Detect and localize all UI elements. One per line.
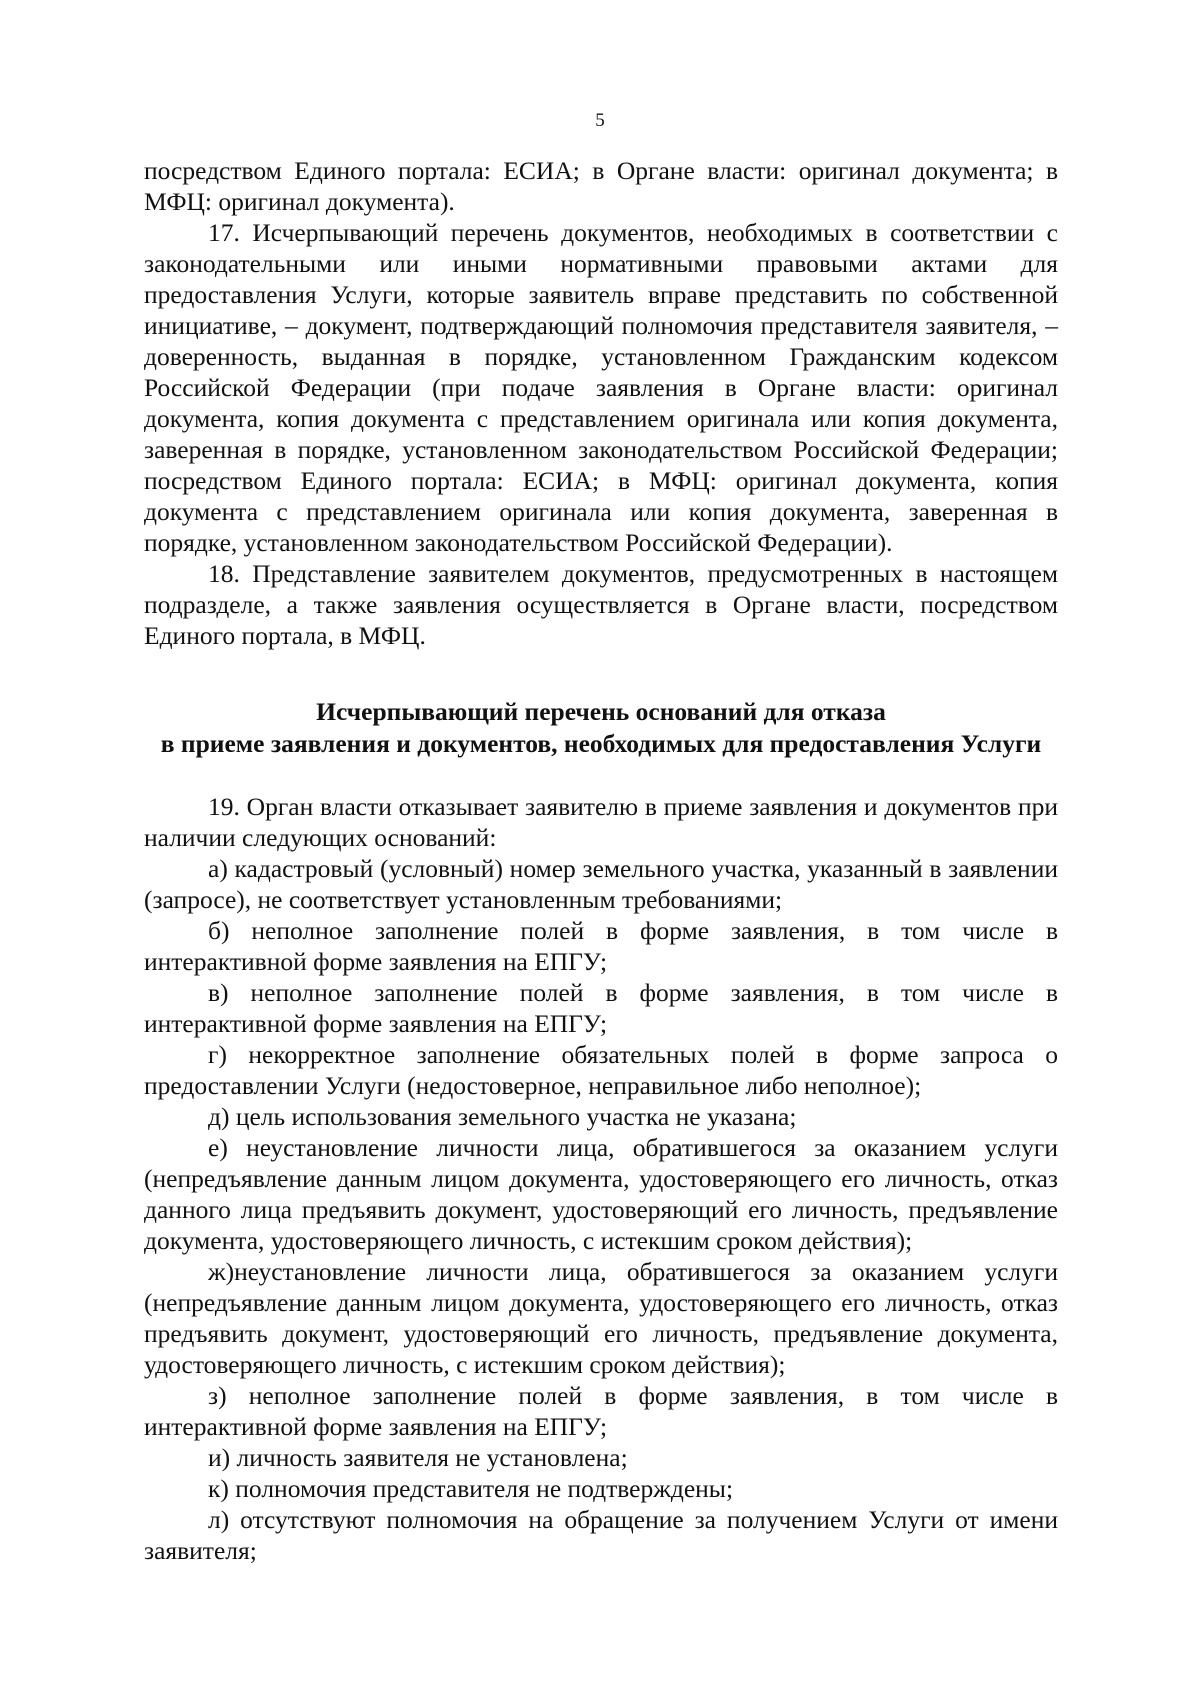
list-item-b: б) неполное заполнение полей в форме заявления, в том числе в интерактивной форме заявления на ЕПГУ;	[144, 916, 1058, 976]
section-heading-line-1: Исчерпывающий перечень оснований для отказа	[316, 697, 886, 726]
list-item-i: и) личность заявителя не установлена;	[208, 1443, 628, 1472]
section-heading-line-2: в приеме заявления и документов, необходимых для предоставления Услуги	[160, 729, 1042, 758]
list-item-e: е) неустановление личности лица, обратившегося за оказанием услуги (непредъявление данным лицом документа, удостоверяющего его личность, отказ данного лица предъявить документ, удостоверяющий его личность, предъявление документа, удостоверяющего личность, с истекшим сроком действия);	[144, 1133, 1058, 1255]
list-item-k: к) полномочия представителя не подтверждены;	[208, 1474, 734, 1503]
page-number: 5	[595, 110, 605, 131]
paragraph-continuation: посредством Единого портала: ЕСИА; в Органе власти: оригинал документа; в МФЦ: оригинал документа).	[144, 156, 1058, 216]
list-item-g: г) некорректное заполнение обязательных полей в форме запроса о предоставлении Услуги (недостоверное, неправильное либо неполное);	[144, 1040, 1058, 1100]
list-item-l: л) отсутствуют полномочия на обращение за получением Услуги от имени заявителя;	[144, 1505, 1058, 1565]
list-item-v: в) неполное заполнение полей в форме заявления, в том числе в интерактивной форме заявления на ЕПГУ;	[144, 978, 1058, 1038]
section-heading	[144, 696, 1058, 760]
paragraph-17: 17. Исчерпывающий перечень документов, необходимых в соответствии с законодательными или иными нормативными правовыми актами для предоставления Услуги, которые заявитель вправе представить по собственной инициативе, – документ, подтверждающий полномочия представителя заявителя, – доверенность, выданная в порядке, установленном Гражданским кодексом Российской Федерации (при подаче заявления в Органе власти: оригинал документа, копия документа с представлением оригинала или копия документа, заверенная в порядке, установленном законодательством Российской Федерации; посредством Единого портала: ЕСИА; в МФЦ: оригинал документа, копия документа с представлением оригинала или копия документа, заверенная в порядке, установленном законодательством Российской Федерации).	[144, 218, 1058, 557]
paragraph-19: 19. Орган власти отказывает заявителю в приеме заявления и документов при наличии следующих оснований:	[144, 792, 1058, 852]
document-body	[144, 155, 1058, 1566]
list-item-d: д) цель использования земельного участка не указана;	[208, 1102, 797, 1131]
list-item-a: а) кадастровый (условный) номер земельного участка, указанный в заявлении (запросе), не соответствует установленным требованиями;	[144, 854, 1058, 914]
list-item-zh: ж)неустановление личности лица, обратившегося за оказанием услуги (непредъявление данным лицом документа, удостоверяющего его личность, отказ предъявить документ, удостоверяющий его личность, предъявление документа, удостоверяющего личность, с истекшим сроком действия);	[144, 1257, 1058, 1379]
paragraph-18: 18. Представление заявителем документов, предусмотренных в настоящем подразделе, а также заявления осуществляется в Органе власти, посредством Единого портала, в МФЦ.	[144, 559, 1058, 650]
list-item-z: з) неполное заполнение полей в форме заявления, в том числе в интерактивной форме заявления на ЕПГУ;	[144, 1381, 1058, 1441]
